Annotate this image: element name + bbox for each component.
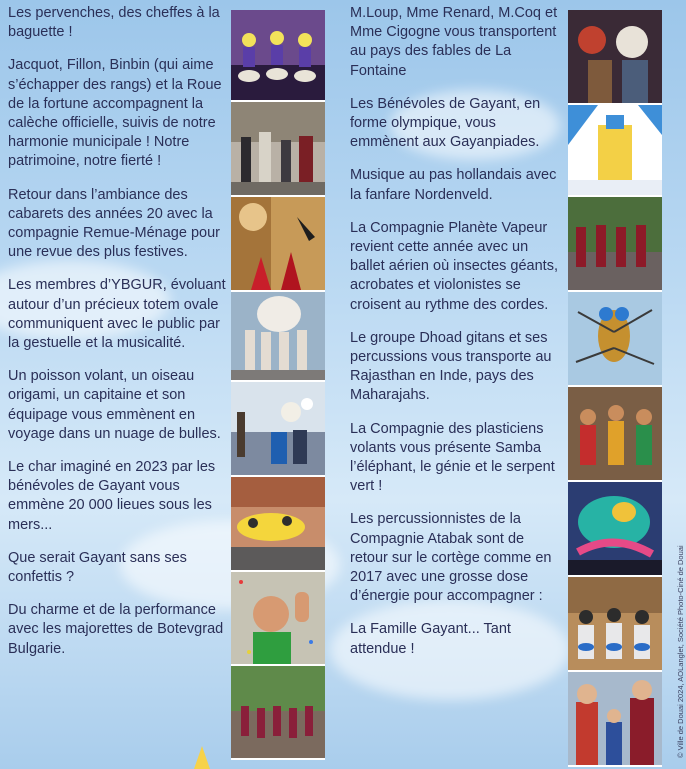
photo-confettis bbox=[231, 572, 325, 666]
photo-fables bbox=[568, 10, 662, 105]
paragraph-gayanpiades: Les Bénévoles de Gayant, en forme olympique, vous emmènent aux Gayanpiades. bbox=[350, 95, 541, 151]
photo-planete-vapeur bbox=[568, 292, 662, 387]
paragraph-poisson-volant: Un poisson volant, un oiseau origami, un capitaine et son équipage vous emmènent en voyage dans un nuage de bulles. bbox=[8, 368, 221, 442]
photo-majorettes bbox=[231, 666, 325, 760]
photo-cabaret bbox=[231, 197, 325, 292]
paragraph-ybgur: Les membres d’YBGUR, évoluant autour d’un précieux totem ovale communiquent avec le public par la gestuelle et la musicalité. bbox=[8, 277, 226, 352]
paragraph-confettis: Que serait Gayant sans ses confettis ? bbox=[8, 549, 187, 586]
photo-dhoad bbox=[568, 387, 662, 482]
right-photo-strip bbox=[568, 10, 662, 767]
paragraph-pervenches: Les pervenches, des cheffes à la baguette ! bbox=[8, 5, 220, 41]
paragraph-famille-gayant: La Famille Gayant... Tant attendue ! bbox=[350, 621, 511, 657]
yellow-corner-decoration bbox=[194, 746, 210, 769]
paragraph-plasticiens: La Compagnie des plasticiens volants vous présente Samba l’éléphant, le génie et le serpent vert ! bbox=[350, 420, 555, 495]
paragraph-fables: M.Loup, Mme Renard, M.Coq et Mme Cigogne vous transportent au pays des fables de La Fontaine bbox=[350, 5, 558, 79]
paragraph-nordenveld: Musique au pas hollandais avec la fanfare Nordenveld. bbox=[350, 167, 557, 203]
right-text-column bbox=[350, 4, 566, 673]
photo-plasticiens bbox=[568, 482, 662, 577]
paragraph-majorettes: Du charme et de la performance avec les majorettes de Botevgrad Bulgarie. bbox=[8, 602, 224, 657]
photo-famille-gayant bbox=[568, 672, 662, 767]
photo-caleche bbox=[231, 102, 325, 197]
paragraph-caleche: Jacquot, Fillon, Binbin (qui aime s’échapper des rangs) et la Roue de la fortune accompagnent la calèche officielle, suivis de notre harmonie municipale ! Notre patrimoine, notre fierté ! bbox=[8, 57, 222, 170]
paragraph-atabak: Les percussionnistes de la Compagnie Atabak sont de retour sur le cortège comme en 2017 avec une grosse dose d’énergie pour accompagner : bbox=[350, 511, 552, 605]
photo-credit: © Ville de Douai 2024, AOLanglet, Société Photo-Ciné de Douai bbox=[676, 545, 685, 758]
photo-ybgur-totem bbox=[231, 292, 325, 382]
paragraph-cabarets: Retour dans l’ambiance des cabarets des années 20 avec la compagnie Remue-Ménage pour une revue des plus festives. bbox=[8, 186, 220, 261]
paragraph-char-2023: Le char imaginé en 2023 par les bénévoles de Gayant vous emmène 20 000 lieues sous les mers... bbox=[8, 459, 216, 533]
paragraph-dhoad: Le groupe Dhoad gitans et ses percussions vous transporte au Rajasthan en Inde, pays des Maharajahs. bbox=[350, 329, 552, 404]
photo-atabak bbox=[568, 577, 662, 672]
paragraph-planete-vapeur: La Compagnie Planète Vapeur revient cette année avec un ballet aérien où insectes géants, acrobates et violonistes se croisent au rythme des cordes. bbox=[350, 219, 558, 313]
left-text-column bbox=[8, 4, 230, 673]
photo-char-2023 bbox=[231, 477, 325, 572]
photo-nordenveld bbox=[568, 197, 662, 292]
photo-drummers bbox=[231, 10, 325, 102]
photo-gayanpiades bbox=[568, 105, 662, 197]
photo-poisson-volant bbox=[231, 382, 325, 477]
left-photo-strip bbox=[231, 10, 325, 760]
